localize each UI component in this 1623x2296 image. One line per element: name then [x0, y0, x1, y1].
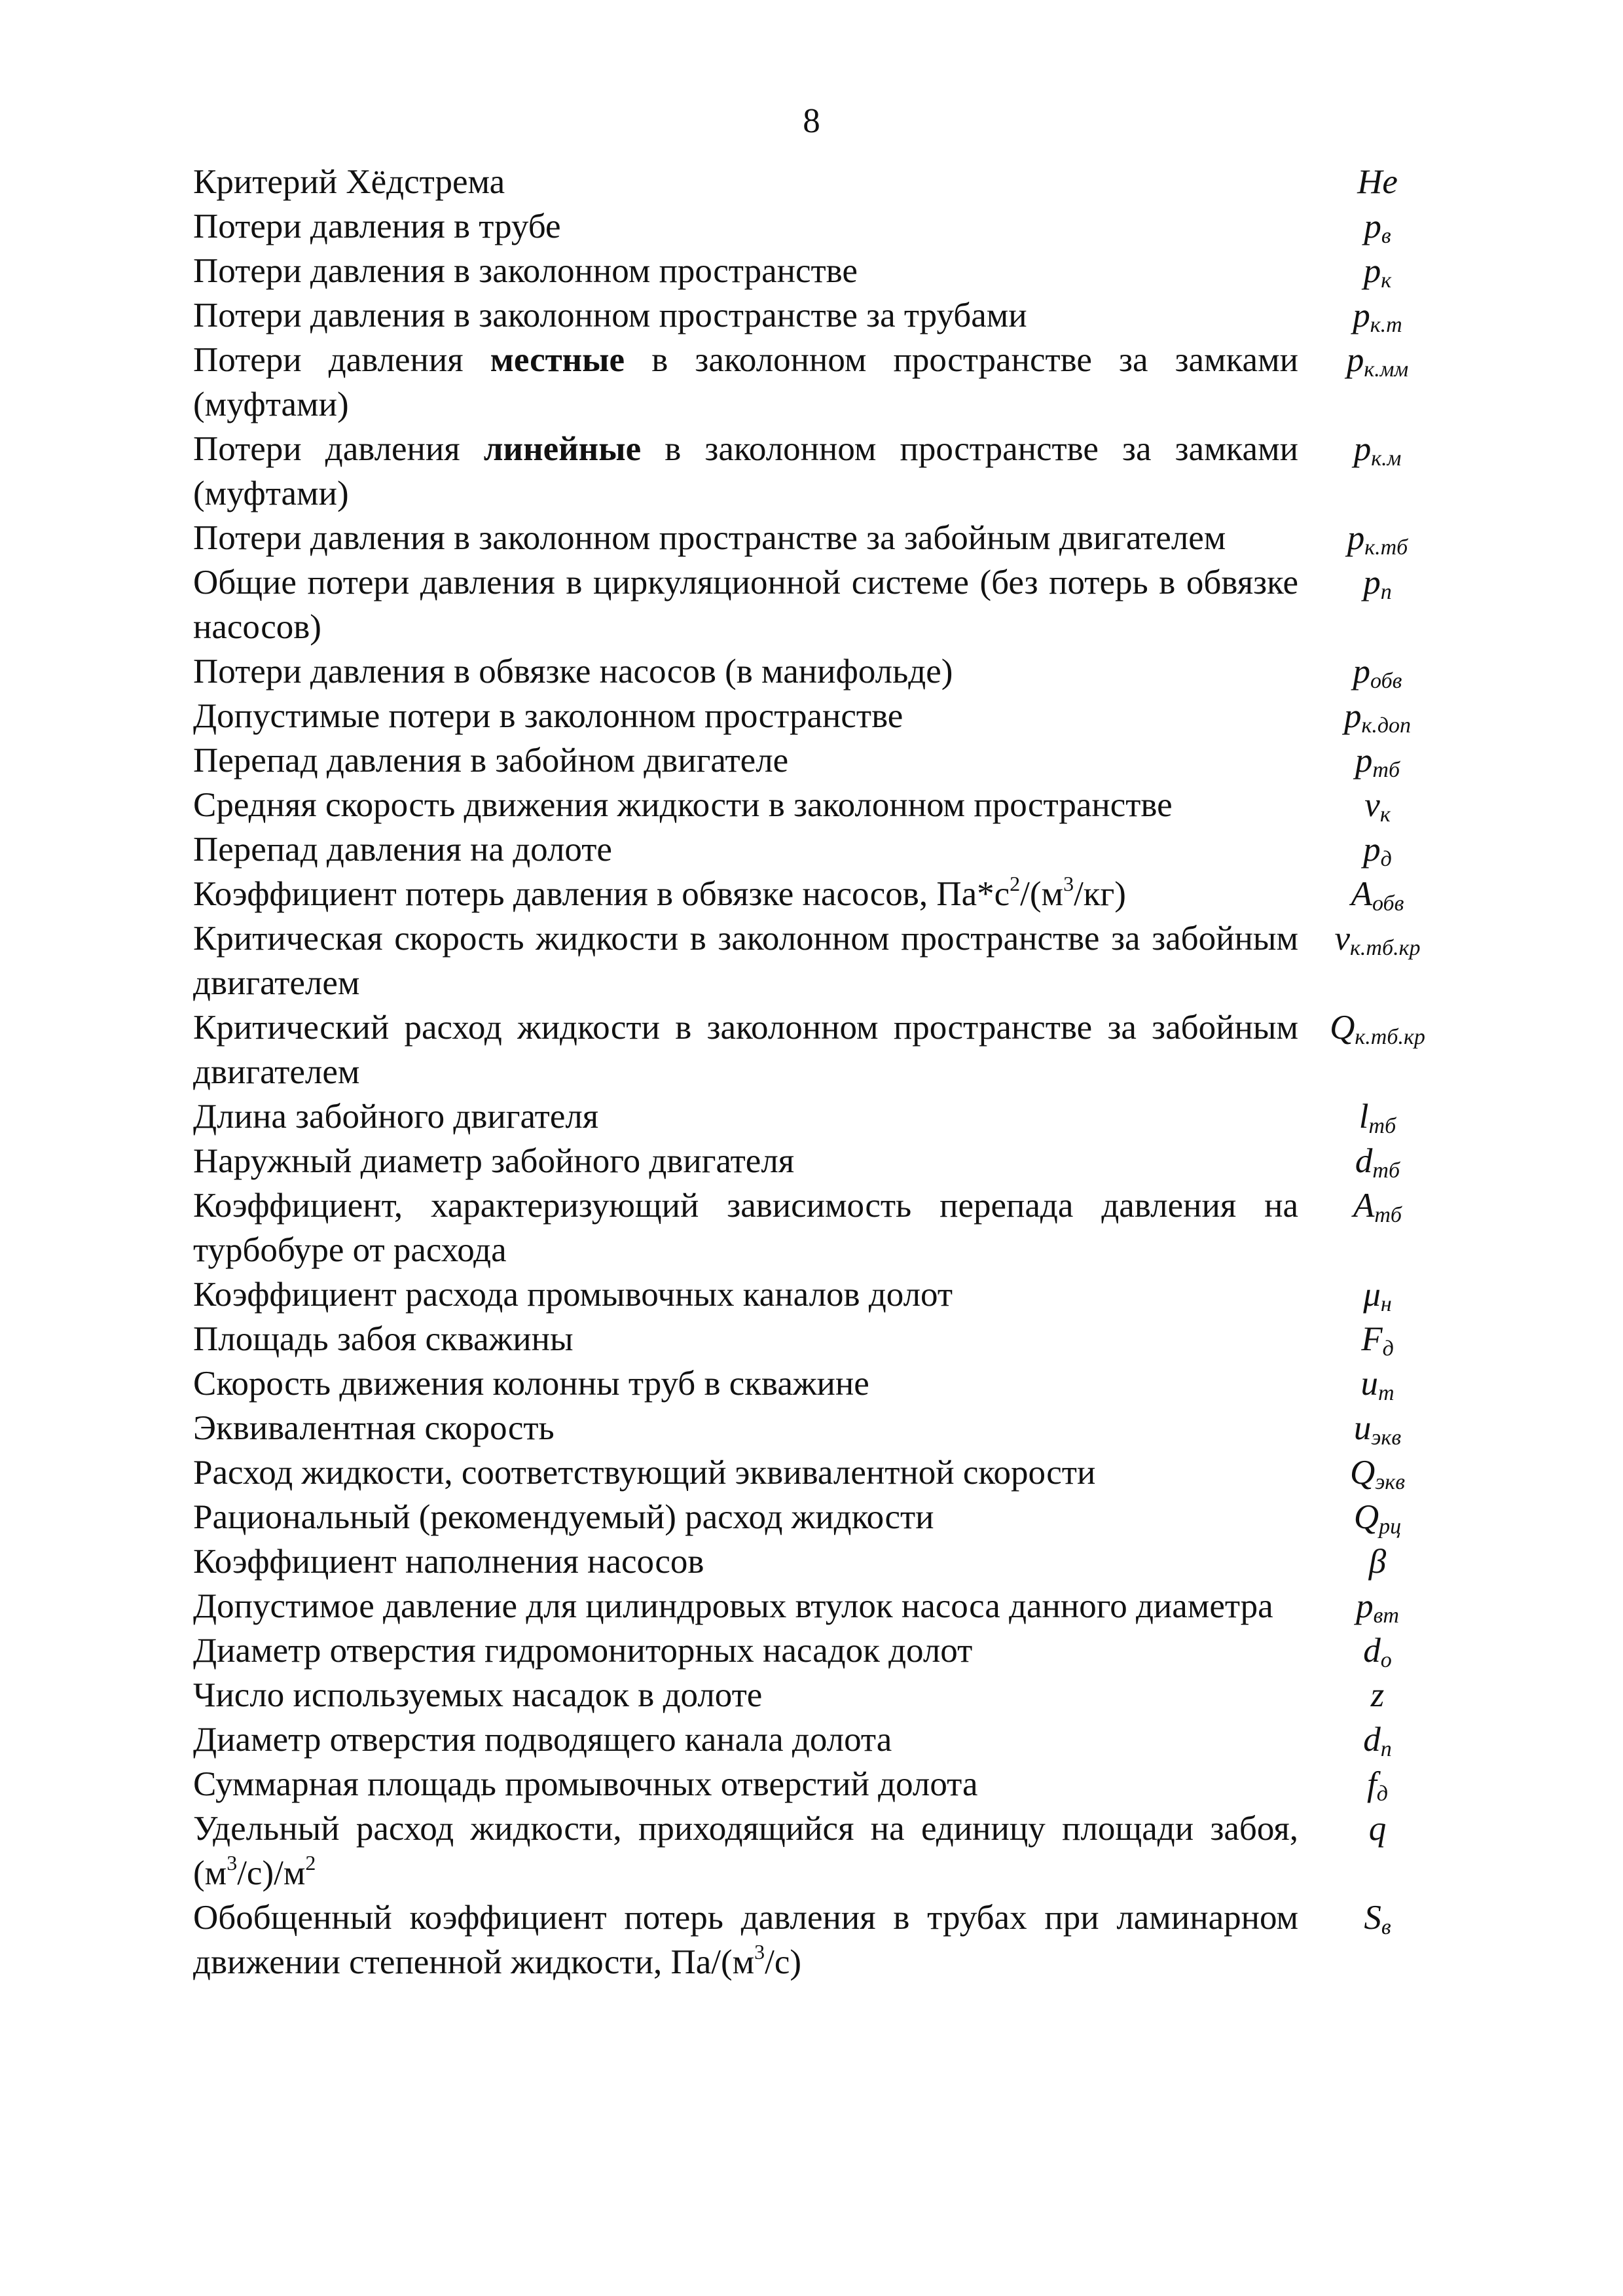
notation-description: [193, 1361, 1298, 1406]
notation-symbol: [1298, 516, 1457, 560]
symbol-base: p: [1353, 296, 1370, 334]
symbol-base: S: [1364, 1899, 1381, 1937]
notation-description: [193, 1806, 1298, 1895]
symbol-subscript: к.доп: [1361, 713, 1412, 738]
description-text: Коэффициент потерь давления в обвязке насосов, Па*с: [193, 875, 1010, 913]
symbol-subscript: обв: [1370, 669, 1402, 693]
description-text: Допустимое давление для цилиндровых втулок насоса данного диаметра: [193, 1587, 1273, 1625]
description-text: Диаметр отверстия подводящего канала долота: [193, 1721, 892, 1759]
notation-description: [193, 1895, 1298, 1984]
symbol-base: p: [1353, 653, 1371, 691]
description-text: Критическая скорость жидкости в заколонном пространстве за забойным двигателем: [193, 920, 1298, 1002]
description-text: Средняя скорость движения жидкости в заколонном пространстве: [193, 786, 1173, 824]
notation-description: [193, 1139, 1298, 1183]
symbol-base: u: [1360, 1365, 1378, 1403]
notation-row: [193, 427, 1457, 516]
symbol-base: F: [1361, 1320, 1383, 1358]
symbol-base: β: [1368, 1543, 1387, 1581]
description-text: /с)/м: [237, 1854, 306, 1892]
symbol-base: p: [1353, 430, 1372, 468]
notation-row: [193, 160, 1457, 204]
notation-row: [193, 1806, 1457, 1895]
notation-row: [193, 338, 1457, 427]
symbol-subscript: п: [1380, 1737, 1392, 1761]
symbol-subscript: п: [1380, 580, 1392, 604]
notation-row: [193, 827, 1457, 872]
notation-symbol: [1298, 1539, 1457, 1584]
description-text: Потери давления в заколонном пространстве: [193, 252, 858, 290]
symbol-base: d: [1363, 1721, 1381, 1759]
notation-symbol: [1298, 1361, 1457, 1406]
notation-row: [193, 916, 1457, 1005]
notation-description: [193, 427, 1298, 516]
description-text: Скорость движения колонны труб в скважине: [193, 1365, 869, 1403]
symbol-base: u: [1353, 1409, 1372, 1447]
description-text: Потери давления в заколонном пространстве за трубами: [193, 296, 1027, 334]
superscript: 2: [305, 1851, 316, 1874]
symbol-base: p: [1355, 742, 1373, 780]
symbol-subscript: к.мм: [1364, 357, 1409, 382]
notation-description: [193, 694, 1298, 738]
notation-row: [193, 1361, 1457, 1406]
symbol-subscript: в: [1381, 1915, 1391, 1939]
notation-row: [193, 783, 1457, 827]
notation-row: [193, 1406, 1457, 1450]
notation-row: [193, 694, 1457, 738]
description-text: /(м: [1020, 875, 1064, 913]
notation-row: [193, 1539, 1457, 1584]
symbol-base: p: [1363, 831, 1381, 869]
symbol-subscript: к: [1379, 802, 1391, 827]
notation-row: [193, 738, 1457, 783]
description-text: Суммарная площадь промывочных отверстий долота: [193, 1765, 978, 1803]
symbol-subscript: т: [1377, 1381, 1395, 1405]
symbol-subscript: о: [1380, 1648, 1392, 1672]
notation-row: [193, 1584, 1457, 1628]
symbol-subscript: н: [1380, 1292, 1392, 1316]
notation-description: [193, 1094, 1298, 1139]
notation-description: [193, 1183, 1298, 1272]
page-number: 8: [803, 102, 820, 140]
notation-description: [193, 516, 1298, 560]
notation-row: [193, 872, 1457, 916]
notation-symbol: [1298, 560, 1457, 605]
description-text: Критический расход жидкости в заколонном пространстве за забойным двигателем: [193, 1009, 1298, 1091]
symbol-base: p: [1343, 697, 1362, 735]
notation-row: [193, 1094, 1457, 1139]
symbol-subscript: в: [1381, 224, 1391, 248]
notation-description: [193, 249, 1298, 293]
notation-row: [193, 249, 1457, 293]
emphasis-text: линейные: [483, 430, 642, 468]
notation-row: [193, 204, 1457, 249]
notation-description: [193, 649, 1298, 694]
notation-description: [193, 827, 1298, 872]
notation-symbol: [1298, 649, 1457, 694]
notation-symbol: [1298, 1806, 1457, 1851]
description-text: Коэффициент расхода промывочных каналов долот: [193, 1276, 953, 1314]
notation-row: [193, 1717, 1457, 1762]
notation-description: [193, 916, 1298, 1005]
notation-description: [193, 872, 1298, 916]
superscript: 3: [227, 1851, 238, 1874]
notation-symbol: [1298, 204, 1457, 249]
description-text: /кг): [1074, 875, 1126, 913]
notation-symbol: [1298, 827, 1457, 872]
description-text: /с): [765, 1943, 802, 1981]
description-text: в заколонном пространстве за замками (муфтами): [193, 430, 1298, 512]
notation-description: [193, 783, 1298, 827]
symbol-base: p: [1363, 564, 1381, 601]
symbol-subscript: экв: [1371, 1426, 1402, 1450]
notation-description: [193, 1005, 1298, 1094]
description-text: в заколонном пространстве за замками (муфтами): [193, 341, 1298, 423]
symbol-base: v: [1334, 920, 1351, 958]
symbol-subscript: тб: [1374, 1203, 1402, 1227]
symbol-base: d: [1363, 1632, 1381, 1670]
description-text: Потери давления: [193, 430, 484, 468]
description-text: Потери давления: [193, 341, 490, 379]
description-text: Наружный диаметр забойного двигателя: [193, 1142, 795, 1180]
superscript: 2: [1010, 872, 1021, 895]
description-text: Коэффициент, характеризующий зависимость перепада давления на турбобуре от расхода: [193, 1187, 1298, 1269]
notation-symbol: [1298, 338, 1457, 382]
notation-symbol: [1298, 1139, 1457, 1183]
symbol-subscript: обв: [1372, 891, 1404, 916]
symbol-subscript: к.тб.кр: [1355, 1025, 1425, 1049]
symbol-base: p: [1347, 519, 1365, 557]
description-text: Расход жидкости, соответствующий эквивалентной скорости: [193, 1454, 1096, 1492]
description-text: Удельный расход жидкости, приходящийся на единицу площади забоя, (м: [193, 1810, 1298, 1892]
symbol-base: He: [1357, 163, 1398, 201]
symbol-base: v: [1364, 786, 1380, 824]
notation-symbol: [1298, 1584, 1457, 1628]
notation-description: [193, 1539, 1298, 1584]
description-text: Длина забойного двигателя: [193, 1098, 599, 1136]
description-text: Потери давления в заколонном пространстве за забойным двигателем: [193, 519, 1226, 557]
notation-row: [193, 1317, 1457, 1361]
symbol-base: p: [1364, 207, 1381, 245]
notation-symbol: [1298, 160, 1457, 204]
description-text: Обобщенный коэффициент потерь давления в трубах при ламинарном движении степенной жидкости, Па/(м: [193, 1899, 1298, 1981]
symbol-subscript: тб: [1372, 758, 1400, 782]
description-text: Эквивалентная скорость: [193, 1409, 555, 1447]
notation-row: [193, 1495, 1457, 1539]
symbol-subscript: к.т: [1370, 313, 1402, 337]
notation-description: [193, 1628, 1298, 1673]
notation-description: [193, 1495, 1298, 1539]
notation-description: [193, 1406, 1298, 1450]
symbol-subscript: д: [1376, 1782, 1388, 1806]
symbol-base: p: [1346, 341, 1364, 379]
description-text: Число используемых насадок в долоте: [193, 1676, 763, 1714]
notation-symbol: [1298, 694, 1457, 738]
notation-description: [193, 1673, 1298, 1717]
description-text: Критерий Хёдстрема: [193, 163, 505, 201]
symbol-subscript: экв: [1375, 1470, 1405, 1494]
notation-description: [193, 1450, 1298, 1495]
symbol-subscript: д: [1380, 847, 1392, 871]
notation-symbol: [1298, 783, 1457, 827]
notation-description: [193, 560, 1298, 649]
notation-description: [193, 1584, 1298, 1628]
symbol-base: p: [1356, 1587, 1374, 1625]
notation-description: [193, 204, 1298, 249]
notation-row: [193, 1895, 1457, 1984]
notation-description: [193, 1272, 1298, 1317]
symbol-base: l: [1359, 1098, 1369, 1136]
notation-symbol: [1298, 1450, 1457, 1495]
emphasis-text: местные: [490, 341, 625, 379]
notation-symbol: [1298, 916, 1457, 961]
notation-row: [193, 1762, 1457, 1806]
description-text: Площадь забоя скважины: [193, 1320, 574, 1358]
notation-list: [193, 160, 1457, 1984]
notation-row: [193, 1183, 1457, 1272]
notation-symbol: [1298, 1094, 1457, 1139]
description-text: Потери давления в обвязке насосов (в манифольде): [193, 653, 953, 691]
notation-symbol: [1298, 872, 1457, 916]
symbol-subscript: рц: [1379, 1515, 1402, 1539]
description-text: Коэффициент наполнения насосов: [193, 1543, 704, 1581]
notation-symbol: [1298, 1183, 1457, 1228]
symbol-base: Q: [1353, 1498, 1379, 1536]
notation-symbol: [1298, 1005, 1457, 1050]
symbol-base: Q: [1330, 1009, 1355, 1047]
symbol-base: A: [1351, 875, 1372, 913]
symbol-subscript: д: [1382, 1336, 1394, 1361]
symbol-subscript: вт: [1373, 1604, 1399, 1628]
notation-description: [193, 1717, 1298, 1762]
notation-symbol: [1298, 1717, 1457, 1762]
notation-description: [193, 293, 1298, 338]
notation-row: [193, 1272, 1457, 1317]
symbol-subscript: к: [1381, 268, 1392, 293]
notation-symbol: [1298, 249, 1457, 293]
notation-description: [193, 738, 1298, 783]
notation-symbol: [1298, 738, 1457, 783]
notation-symbol: [1298, 1495, 1457, 1539]
symbol-base: μ: [1363, 1276, 1381, 1314]
notation-description: [193, 1317, 1298, 1361]
notation-row: [193, 1139, 1457, 1183]
notation-row: [193, 1005, 1457, 1094]
notation-row: [193, 516, 1457, 560]
symbol-base: A: [1353, 1187, 1375, 1225]
symbol-subscript: к.тб: [1364, 535, 1408, 560]
symbol-base: p: [1363, 252, 1381, 290]
notation-symbol: [1298, 1628, 1457, 1673]
notation-symbol: [1298, 1895, 1457, 1940]
notation-row: [193, 560, 1457, 649]
symbol-base: Q: [1350, 1454, 1376, 1492]
symbol-subscript: тб: [1368, 1114, 1396, 1138]
notation-description: [193, 160, 1298, 204]
symbol-subscript: к.тб.кр: [1350, 936, 1421, 960]
description-text: Рациональный (рекомендуемый) расход жидкости: [193, 1498, 934, 1536]
symbol-subscript: тб: [1372, 1158, 1400, 1183]
notation-symbol: [1298, 427, 1457, 471]
notation-row: [193, 649, 1457, 694]
description-text: Перепад давления в забойном двигателе: [193, 742, 789, 780]
symbol-subscript: к.м: [1371, 446, 1402, 471]
notation-symbol: [1298, 293, 1457, 338]
symbol-base: d: [1355, 1142, 1373, 1180]
superscript: 3: [1063, 872, 1074, 895]
notation-row: [193, 1628, 1457, 1673]
notation-row: [193, 1450, 1457, 1495]
notation-description: [193, 1762, 1298, 1806]
description-text: Общие потери давления в циркуляционной системе (без потерь в обвязке насосов): [193, 564, 1298, 646]
symbol-base: q: [1368, 1810, 1387, 1848]
description-text: Перепад давления на долоте: [193, 831, 612, 869]
notation-symbol: [1298, 1317, 1457, 1361]
symbol-base: f: [1367, 1765, 1377, 1803]
description-text: Допустимые потери в заколонном пространстве: [193, 697, 903, 735]
notation-description: [193, 338, 1298, 427]
description-text: Потери давления в трубе: [193, 207, 561, 245]
superscript: 3: [754, 1940, 765, 1964]
notation-row: [193, 293, 1457, 338]
symbol-base: z: [1370, 1676, 1385, 1714]
notation-symbol: [1298, 1673, 1457, 1717]
notation-row: [193, 1673, 1457, 1717]
notation-symbol: [1298, 1762, 1457, 1806]
notation-symbol: [1298, 1406, 1457, 1450]
notation-symbol: [1298, 1272, 1457, 1317]
description-text: Диаметр отверстия гидромониторных насадок долот: [193, 1632, 973, 1670]
